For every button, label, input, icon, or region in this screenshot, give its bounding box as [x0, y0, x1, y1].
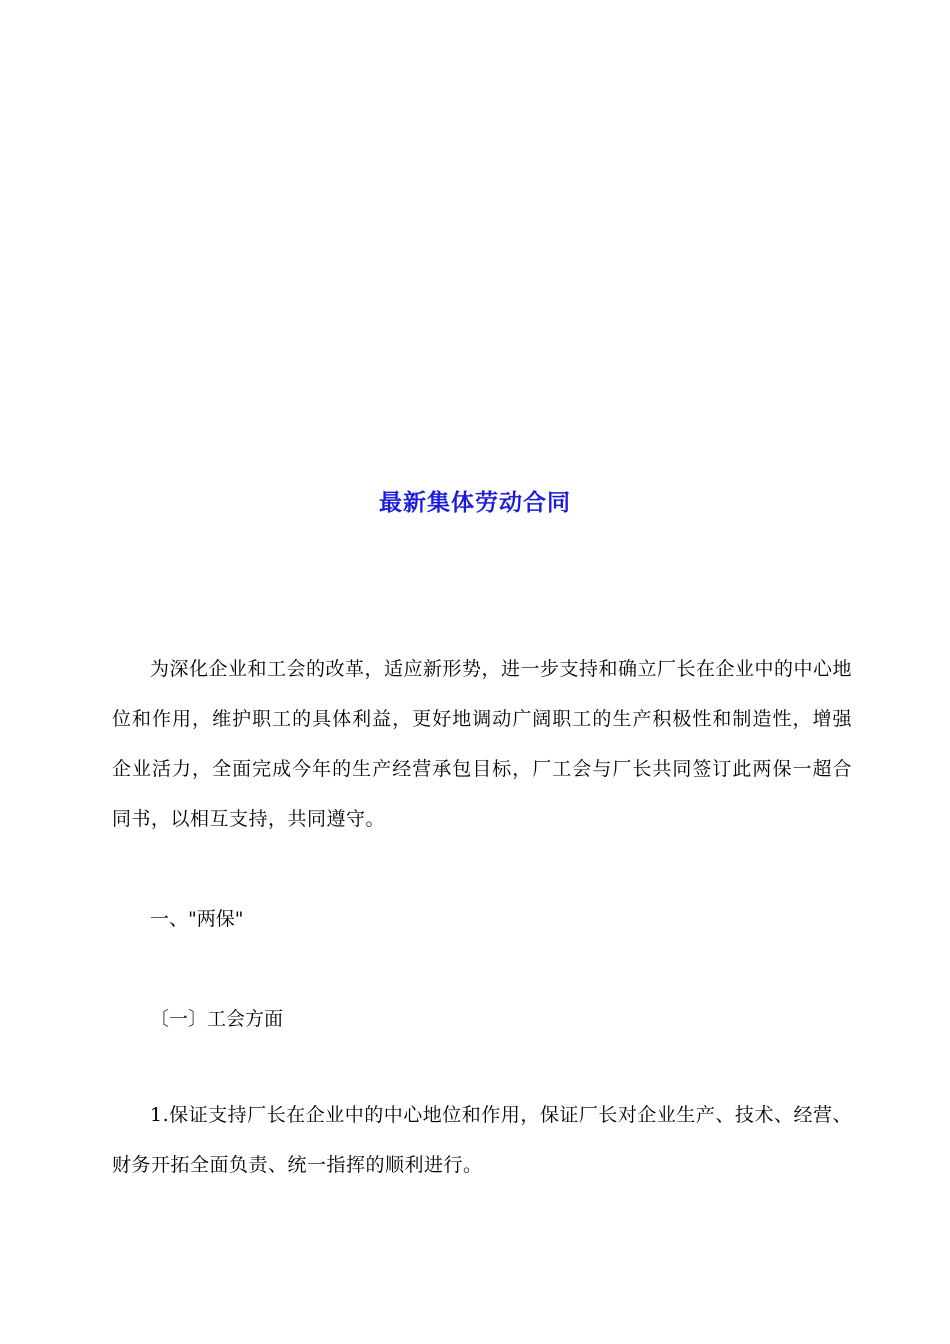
intro-paragraph: 为深化企业和工会的改革，适应新形势，进一步支持和确立厂长在企业中的中心地位和作用，维护职工的具体利益，更好地调动广阔职工的生产积极性和制造性，增强企业活力，全面完成今年的生产经营承包目标，厂工会与厂长共同签订此两保一超合同书，以相互支持，共同遵守。: [112, 658, 853, 830]
subsection-heading: 〔一〕工会方面: [150, 1008, 284, 1030]
document-title: 最新集体劳动合同: [379, 490, 571, 516]
clause-paragraph: 1.保证支持厂长在企业中的中心地位和作用，保证厂长对企业生产、技术、经营、财务开拓全面负责、统一指挥的顺利进行。: [112, 1104, 852, 1176]
section-heading: 一、"两保": [150, 908, 244, 930]
